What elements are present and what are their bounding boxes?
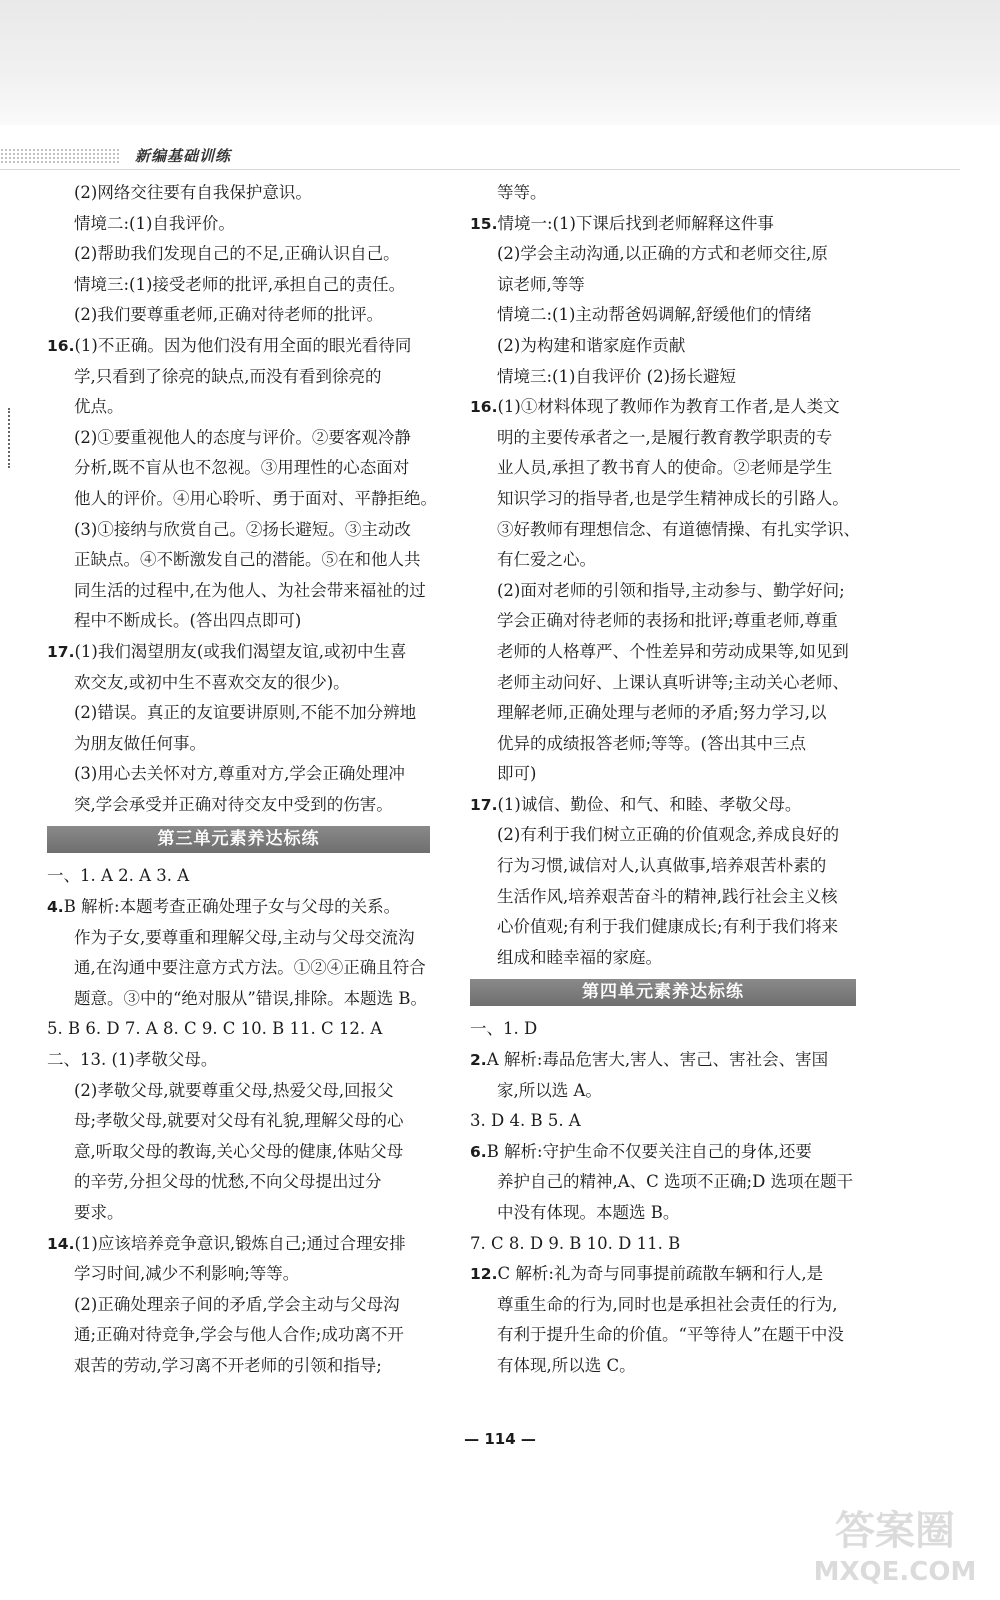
answer-line — [47, 1167, 467, 1198]
answer-line — [470, 576, 880, 607]
answer-line — [470, 1106, 880, 1137]
answer-line — [470, 943, 880, 974]
answer-line — [47, 1229, 467, 1260]
answer-line — [47, 1351, 467, 1382]
answer-line — [470, 1290, 880, 1321]
answer-line — [470, 912, 880, 943]
answer-text: 知识学习的指导者,也是学生精神成长的引路人。 — [497, 488, 849, 508]
answer-text: 要求。 — [74, 1203, 124, 1222]
answer-line — [470, 362, 880, 393]
answer-text: (2)帮助我们发现自己的不足,正确认识自己。 — [74, 244, 400, 264]
answer-line — [470, 1137, 880, 1168]
answer-line — [470, 1229, 880, 1260]
answer-text: 情境三:(1)接受老师的批评,承担自己的责任。 — [74, 274, 406, 294]
answer-text: (1)诚信、勤俭、和气、和睦、孝敬父母。 — [497, 794, 802, 814]
answer-line — [47, 1137, 467, 1168]
answer-text: (1)不正确。因为他们没有用全面的眼光看待同 — [74, 335, 412, 355]
answer-text: (3)①接纳与欣赏自己。②扬长避短。③主动改 — [74, 519, 411, 539]
answer-line — [47, 576, 467, 607]
answer-text: 3. D 4. B 5. A — [470, 1111, 581, 1131]
answer-line — [470, 423, 880, 454]
answer-text: (2)错误。真正的友谊要讲原则,不能不加分辨地 — [74, 703, 417, 723]
answer-line — [470, 1320, 880, 1351]
answer-text: 明的主要传承者之一,是履行教育教学职责的专 — [497, 427, 833, 447]
answer-text: 家,所以选 A。 — [497, 1080, 602, 1100]
answer-line — [47, 1045, 467, 1076]
watermark-logo — [800, 1500, 990, 1592]
right-column — [470, 178, 880, 1382]
answer-text: 养护自己的精神,A、C 选项不正确;D 选项在题干 — [497, 1172, 854, 1192]
answer-text: B 解析:守护生命不仅要关注自己的身体,还要 — [486, 1141, 812, 1161]
answer-text: (2)学会主动沟通,以正确的方式和老师交往,原 — [497, 244, 828, 264]
answer-line — [47, 923, 467, 954]
page-header — [0, 140, 1000, 172]
answer-line — [470, 453, 880, 484]
answer-line — [47, 209, 467, 240]
answer-text: (2)面对老师的引领和指导,主动参与、勤学好问; — [497, 580, 845, 600]
page-number: — 114 — — [464, 1430, 536, 1448]
section-banner: 第三单元素养达标练 — [47, 826, 430, 853]
answer-line — [470, 331, 880, 362]
answer-text: (1)①材料体现了教师作为教育工作者,是人类文 — [497, 397, 840, 417]
answer-line — [47, 790, 467, 821]
answer-text: 题意。③中的“绝对服从”错误,排除。本题选 B。 — [74, 988, 427, 1008]
answer-text: 欢交友,或初中生不喜欢交友的很少)。 — [74, 672, 350, 692]
answer-line — [47, 270, 467, 301]
answer-line — [470, 178, 880, 209]
question-number: 6. — [470, 1142, 487, 1161]
answer-text: 7. C 8. D 9. B 10. D 11. B — [470, 1233, 681, 1253]
answer-text: 情境一:(1)下课后找到老师解释这件事 — [497, 213, 774, 233]
answer-line — [47, 892, 467, 923]
answer-line — [470, 1076, 880, 1107]
answer-line — [47, 331, 467, 362]
answer-line — [470, 515, 880, 546]
answer-line — [470, 1198, 880, 1229]
answer-line — [47, 1290, 467, 1321]
answer-line — [47, 300, 467, 331]
answer-text: B 解析:本题考查正确处理子女与父母的关系。 — [63, 897, 401, 917]
answer-text: 正缺点。④不断激发自己的潜能。⑤在和他人共 — [74, 550, 421, 570]
answer-line — [47, 984, 467, 1015]
answer-line — [47, 1076, 467, 1107]
answer-text: 情境二:(1)自我评价。 — [74, 213, 235, 233]
answer-text: 有体现,所以选 C。 — [497, 1355, 636, 1375]
question-number: 14. — [47, 1234, 75, 1253]
answer-text: 优异的成绩报答老师;等等。(答出其中三点 — [497, 733, 806, 753]
answer-line — [470, 637, 880, 668]
answer-text: 心价值观;有利于我们健康成长;有利于我们将来 — [497, 917, 839, 937]
answer-text: 情境三:(1)自我评价 (2)扬长避短 — [497, 366, 737, 386]
answer-line — [470, 545, 880, 576]
answer-text: 等等。 — [497, 183, 547, 202]
answer-text: 生活作风,培养艰苦奋斗的精神,践行社会主义核 — [497, 886, 838, 906]
answer-line — [470, 270, 880, 301]
answer-line — [470, 1045, 880, 1076]
answer-text: 二、13. (1)孝敬父母。 — [47, 1050, 218, 1070]
answer-text: 中没有体现。本题选 B。 — [497, 1203, 680, 1222]
answer-line — [470, 1259, 880, 1290]
answer-line — [470, 606, 880, 637]
answer-text: (1)应该培养竞争意识,锻炼自己;通过合理安排 — [74, 1233, 406, 1253]
answer-text: 通;正确对待竞争,学会与他人合作;成功离不开 — [74, 1325, 404, 1345]
answer-text: 有仁爱之心。 — [497, 550, 596, 570]
answer-line — [47, 453, 467, 484]
answer-text: (2)网络交往要有自我保护意识。 — [74, 183, 312, 202]
answer-text: C 解析:礼为奇与同事提前疏散车辆和行人,是 — [497, 1264, 824, 1284]
answer-text: ③好教师有理想信念、有道德情操、有扎实学识、 — [497, 519, 860, 539]
answer-line — [47, 1014, 467, 1045]
answer-line — [47, 606, 467, 637]
question-number: 4. — [47, 898, 64, 917]
answer-line — [47, 515, 467, 546]
answer-text: 学习时间,减少不利影响;等等。 — [74, 1264, 300, 1284]
answer-text: 即可) — [497, 764, 537, 784]
answer-text: (2)为构建和谐家庭作贡献 — [497, 335, 686, 355]
answer-line — [470, 851, 880, 882]
answer-text: 优点。 — [74, 397, 124, 417]
answer-text: 通,在沟通中要注意方式方法。①②④正确且符合 — [74, 958, 426, 978]
answer-line — [47, 698, 467, 729]
question-number: 17. — [470, 795, 498, 814]
answer-line — [47, 1259, 467, 1290]
answer-line — [47, 953, 467, 984]
answer-line — [470, 209, 880, 240]
answer-text: 作为子女,要尊重和理解父母,主动与父母交流沟 — [74, 927, 415, 947]
answer-text: 尊重生命的行为,同时也是承担社会责任的行为, — [497, 1294, 838, 1314]
answer-text: 为朋友做任何事。 — [74, 733, 206, 753]
question-number: 17. — [47, 642, 75, 661]
answer-text: (2)①要重视他人的态度与评价。②要客观冷静 — [74, 427, 411, 447]
header-rule — [0, 169, 960, 170]
header-dot-pattern — [0, 148, 120, 164]
answer-line — [47, 239, 467, 270]
scan-top-shade — [0, 0, 1000, 125]
answer-text: 5. B 6. D 7. A 8. C 9. C 10. B 11. C 12. A — [47, 1019, 383, 1039]
answer-text: (2)我们要尊重老师,正确对待老师的批评。 — [74, 305, 384, 325]
answer-text: 行为习惯,诚信对人,认真做事,培养艰苦朴素的 — [497, 856, 827, 876]
answer-line — [470, 300, 880, 331]
answer-line — [470, 668, 880, 699]
answer-text: 学,只看到了徐亮的缺点,而没有看到徐亮的 — [74, 366, 382, 386]
answer-line — [47, 861, 467, 892]
answer-line — [47, 484, 467, 515]
answer-line — [470, 392, 880, 423]
answer-line — [470, 1014, 880, 1045]
answer-text: (2)有利于我们树立正确的价值观念,养成良好的 — [497, 825, 840, 845]
question-number: 2. — [470, 1051, 487, 1070]
answer-text: 同生活的过程中,在为他人、为社会带来福祉的过 — [74, 580, 426, 600]
answer-line — [47, 1106, 467, 1137]
answer-text: 有利于提升生命的价值。“平等待人”在题干中没 — [497, 1325, 844, 1345]
answer-line — [47, 637, 467, 668]
answer-line — [47, 1320, 467, 1351]
answer-text: 业人员,承担了教书育人的使命。②老师是学生 — [497, 458, 833, 478]
answer-line — [47, 178, 467, 209]
answer-line — [470, 820, 880, 851]
answer-text: (2)正确处理亲子间的矛盾,学会主动与父母沟 — [74, 1294, 400, 1314]
answer-line — [470, 759, 880, 790]
answer-text: 的辛劳,分担父母的忧愁,不向父母提出过分 — [74, 1172, 382, 1192]
answer-text: 一、1. A 2. A 3. A — [47, 866, 190, 886]
answer-line — [470, 1351, 880, 1382]
answer-line — [47, 729, 467, 760]
answer-line — [470, 484, 880, 515]
answer-text: 分析,既不盲从也不忽视。③用理性的心态面对 — [74, 458, 410, 478]
answer-text: 意,听取父母的教诲,关心父母的健康,体贴父母 — [74, 1141, 404, 1161]
answer-text: 老师主动问好、上课认真听讲等;主动关心老师、 — [497, 672, 850, 692]
question-number: 15. — [470, 214, 498, 233]
answer-text: 老师的人格尊严、个性差异和劳动成果等,如见到 — [497, 641, 849, 661]
answer-line — [470, 790, 880, 821]
answer-text: 情境二:(1)主动帮爸妈调解,舒缓他们的情绪 — [497, 305, 812, 325]
answer-line — [47, 423, 467, 454]
answer-text: A 解析:毒品危害大,害人、害己、害社会、害国 — [486, 1050, 829, 1070]
answer-line — [47, 392, 467, 423]
answer-line — [470, 729, 880, 760]
answer-text: 一、1. D — [470, 1019, 538, 1039]
answer-line — [470, 882, 880, 913]
answer-line — [470, 698, 880, 729]
answer-line — [47, 1198, 467, 1229]
watermark-domain: MXQE.COM — [813, 1557, 977, 1587]
answer-text: 他人的评价。④用心聆听、勇于面对、平静拒绝。 — [74, 488, 437, 508]
answer-text: (2)孝敬父母,就要尊重父母,热爱父母,回报父 — [74, 1080, 394, 1100]
answer-text: 程中不断成长。(答出四点即可) — [74, 611, 302, 631]
answer-line — [47, 759, 467, 790]
left-column — [47, 178, 467, 1382]
question-number: 12. — [470, 1265, 498, 1284]
section-banner: 第四单元素养达标练 — [470, 979, 856, 1006]
answer-line — [47, 362, 467, 393]
answer-line — [47, 545, 467, 576]
answer-text: 组成和睦幸福的家庭。 — [497, 947, 662, 967]
answer-text: (3)用心去关怀对方,尊重对方,学会正确处理冲 — [74, 764, 405, 784]
answer-text: (1)我们渴望朋友(或我们渴望友谊,或初中生喜 — [74, 641, 407, 661]
answer-text: 母;孝敬父母,就要对父母有礼貌,理解父母的心 — [74, 1111, 404, 1131]
answer-text: 艰苦的劳动,学习离不开老师的引领和指导; — [74, 1355, 382, 1375]
answer-text: 谅老师,等等 — [497, 274, 585, 294]
answer-text: 理解老师,正确处理与老师的矛盾;努力学习,以 — [497, 703, 827, 723]
margin-dotted-mark — [8, 408, 16, 468]
answer-line — [47, 668, 467, 699]
question-number: 16. — [470, 398, 498, 417]
watermark-text: 答案圈 — [835, 1508, 955, 1554]
answer-line — [470, 239, 880, 270]
question-number: 16. — [47, 336, 75, 355]
book-title: 新编基础训练 — [135, 147, 232, 165]
answer-text: 学会正确对待老师的表扬和批评;尊重老师,尊重 — [497, 611, 838, 631]
answer-line — [470, 1167, 880, 1198]
answer-text: 突,学会承受并正确对待交友中受到的伤害。 — [74, 794, 393, 814]
